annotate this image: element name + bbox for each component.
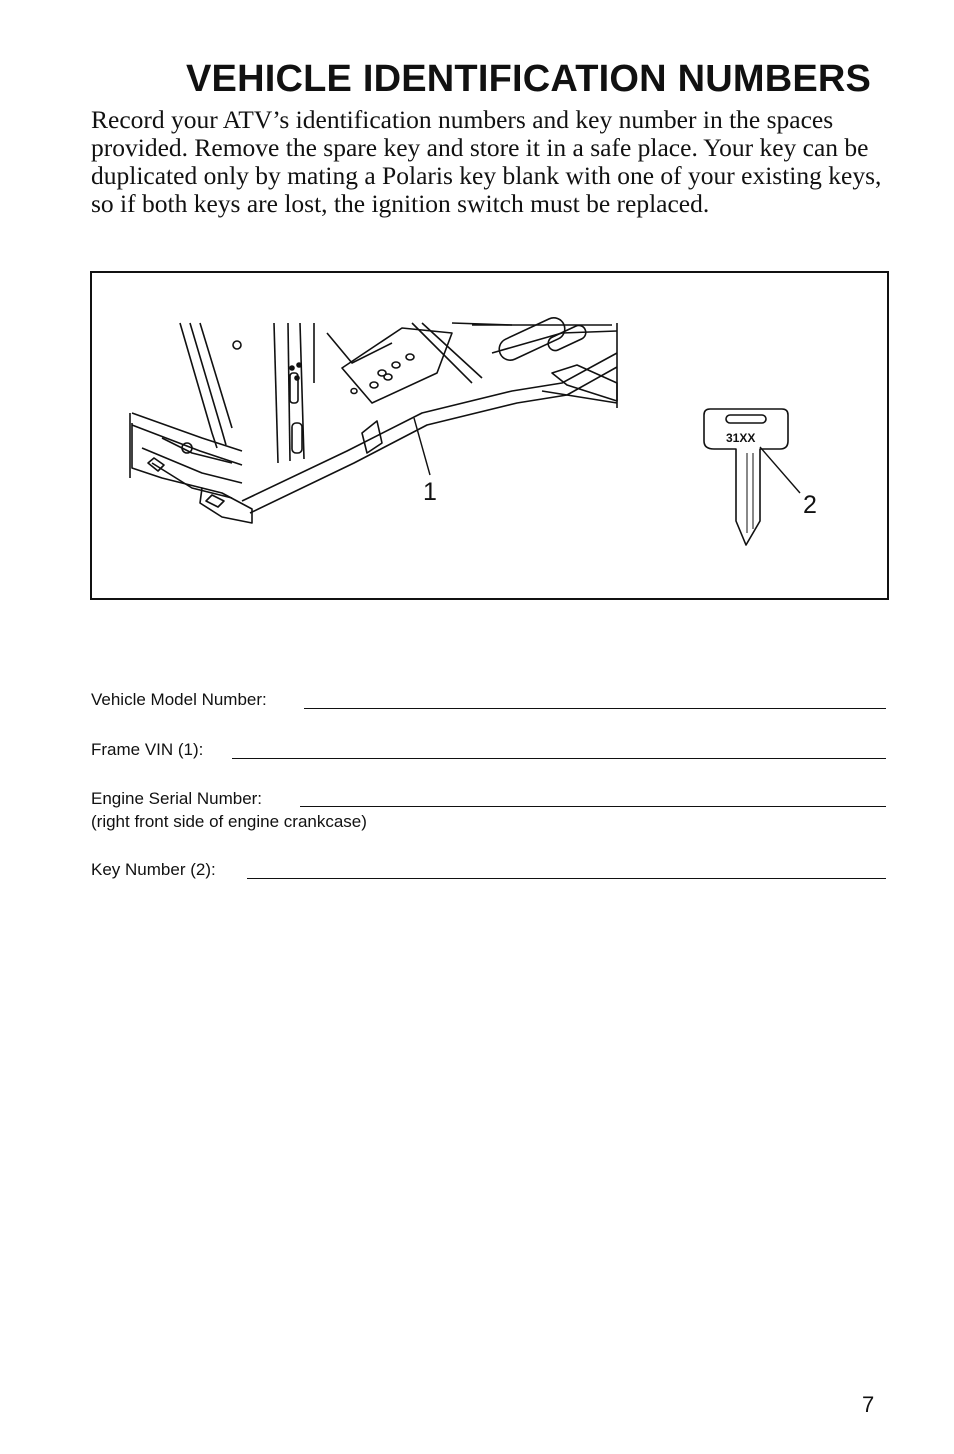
page-number: 7 xyxy=(862,1392,875,1417)
key-number-label: Key Number (2): xyxy=(91,860,216,879)
frame-vin-field xyxy=(91,740,886,764)
vehicle-model-number-label: Vehicle Model Number: xyxy=(91,690,267,709)
vehicle-model-number-field xyxy=(91,690,886,714)
identification-figure xyxy=(90,271,889,600)
callout-2-label: 2 xyxy=(803,491,817,519)
atv-frame-illustration xyxy=(130,314,617,523)
frame-vin-label: Frame VIN (1): xyxy=(91,740,204,759)
callout-1-label: 1 xyxy=(423,478,437,506)
key-number-input-line[interactable] xyxy=(247,878,886,879)
engine-serial-number-label: Engine Serial Number: xyxy=(91,789,263,808)
callout-2-leader xyxy=(760,447,800,493)
engine-serial-location-note: (right front side of engine crankcase) xyxy=(91,812,367,831)
engine-serial-number-input-line[interactable] xyxy=(300,806,886,807)
callout-1-leader xyxy=(414,418,430,475)
frame-vin-input-line[interactable] xyxy=(232,758,886,759)
key-number-text: 31XX xyxy=(726,431,756,445)
page-title: VEHICLE IDENTIFICATION NUMBERS xyxy=(186,58,872,100)
ignition-key-illustration xyxy=(704,409,788,545)
vehicle-model-number-input-line[interactable] xyxy=(304,708,886,709)
frame-and-key-illustration xyxy=(92,273,887,598)
engine-serial-number-field xyxy=(91,789,886,813)
intro-paragraph: Record your ATV’s identification numbers and key number in the spaces provided. Remove the spare key and store it in a safe place. Your key can be duplicated only by mating a Polaris key blank with one of your existing keys, so if both keys are lost, the ignition switch must be replaced. xyxy=(91,105,882,218)
key-number-field xyxy=(91,860,886,884)
